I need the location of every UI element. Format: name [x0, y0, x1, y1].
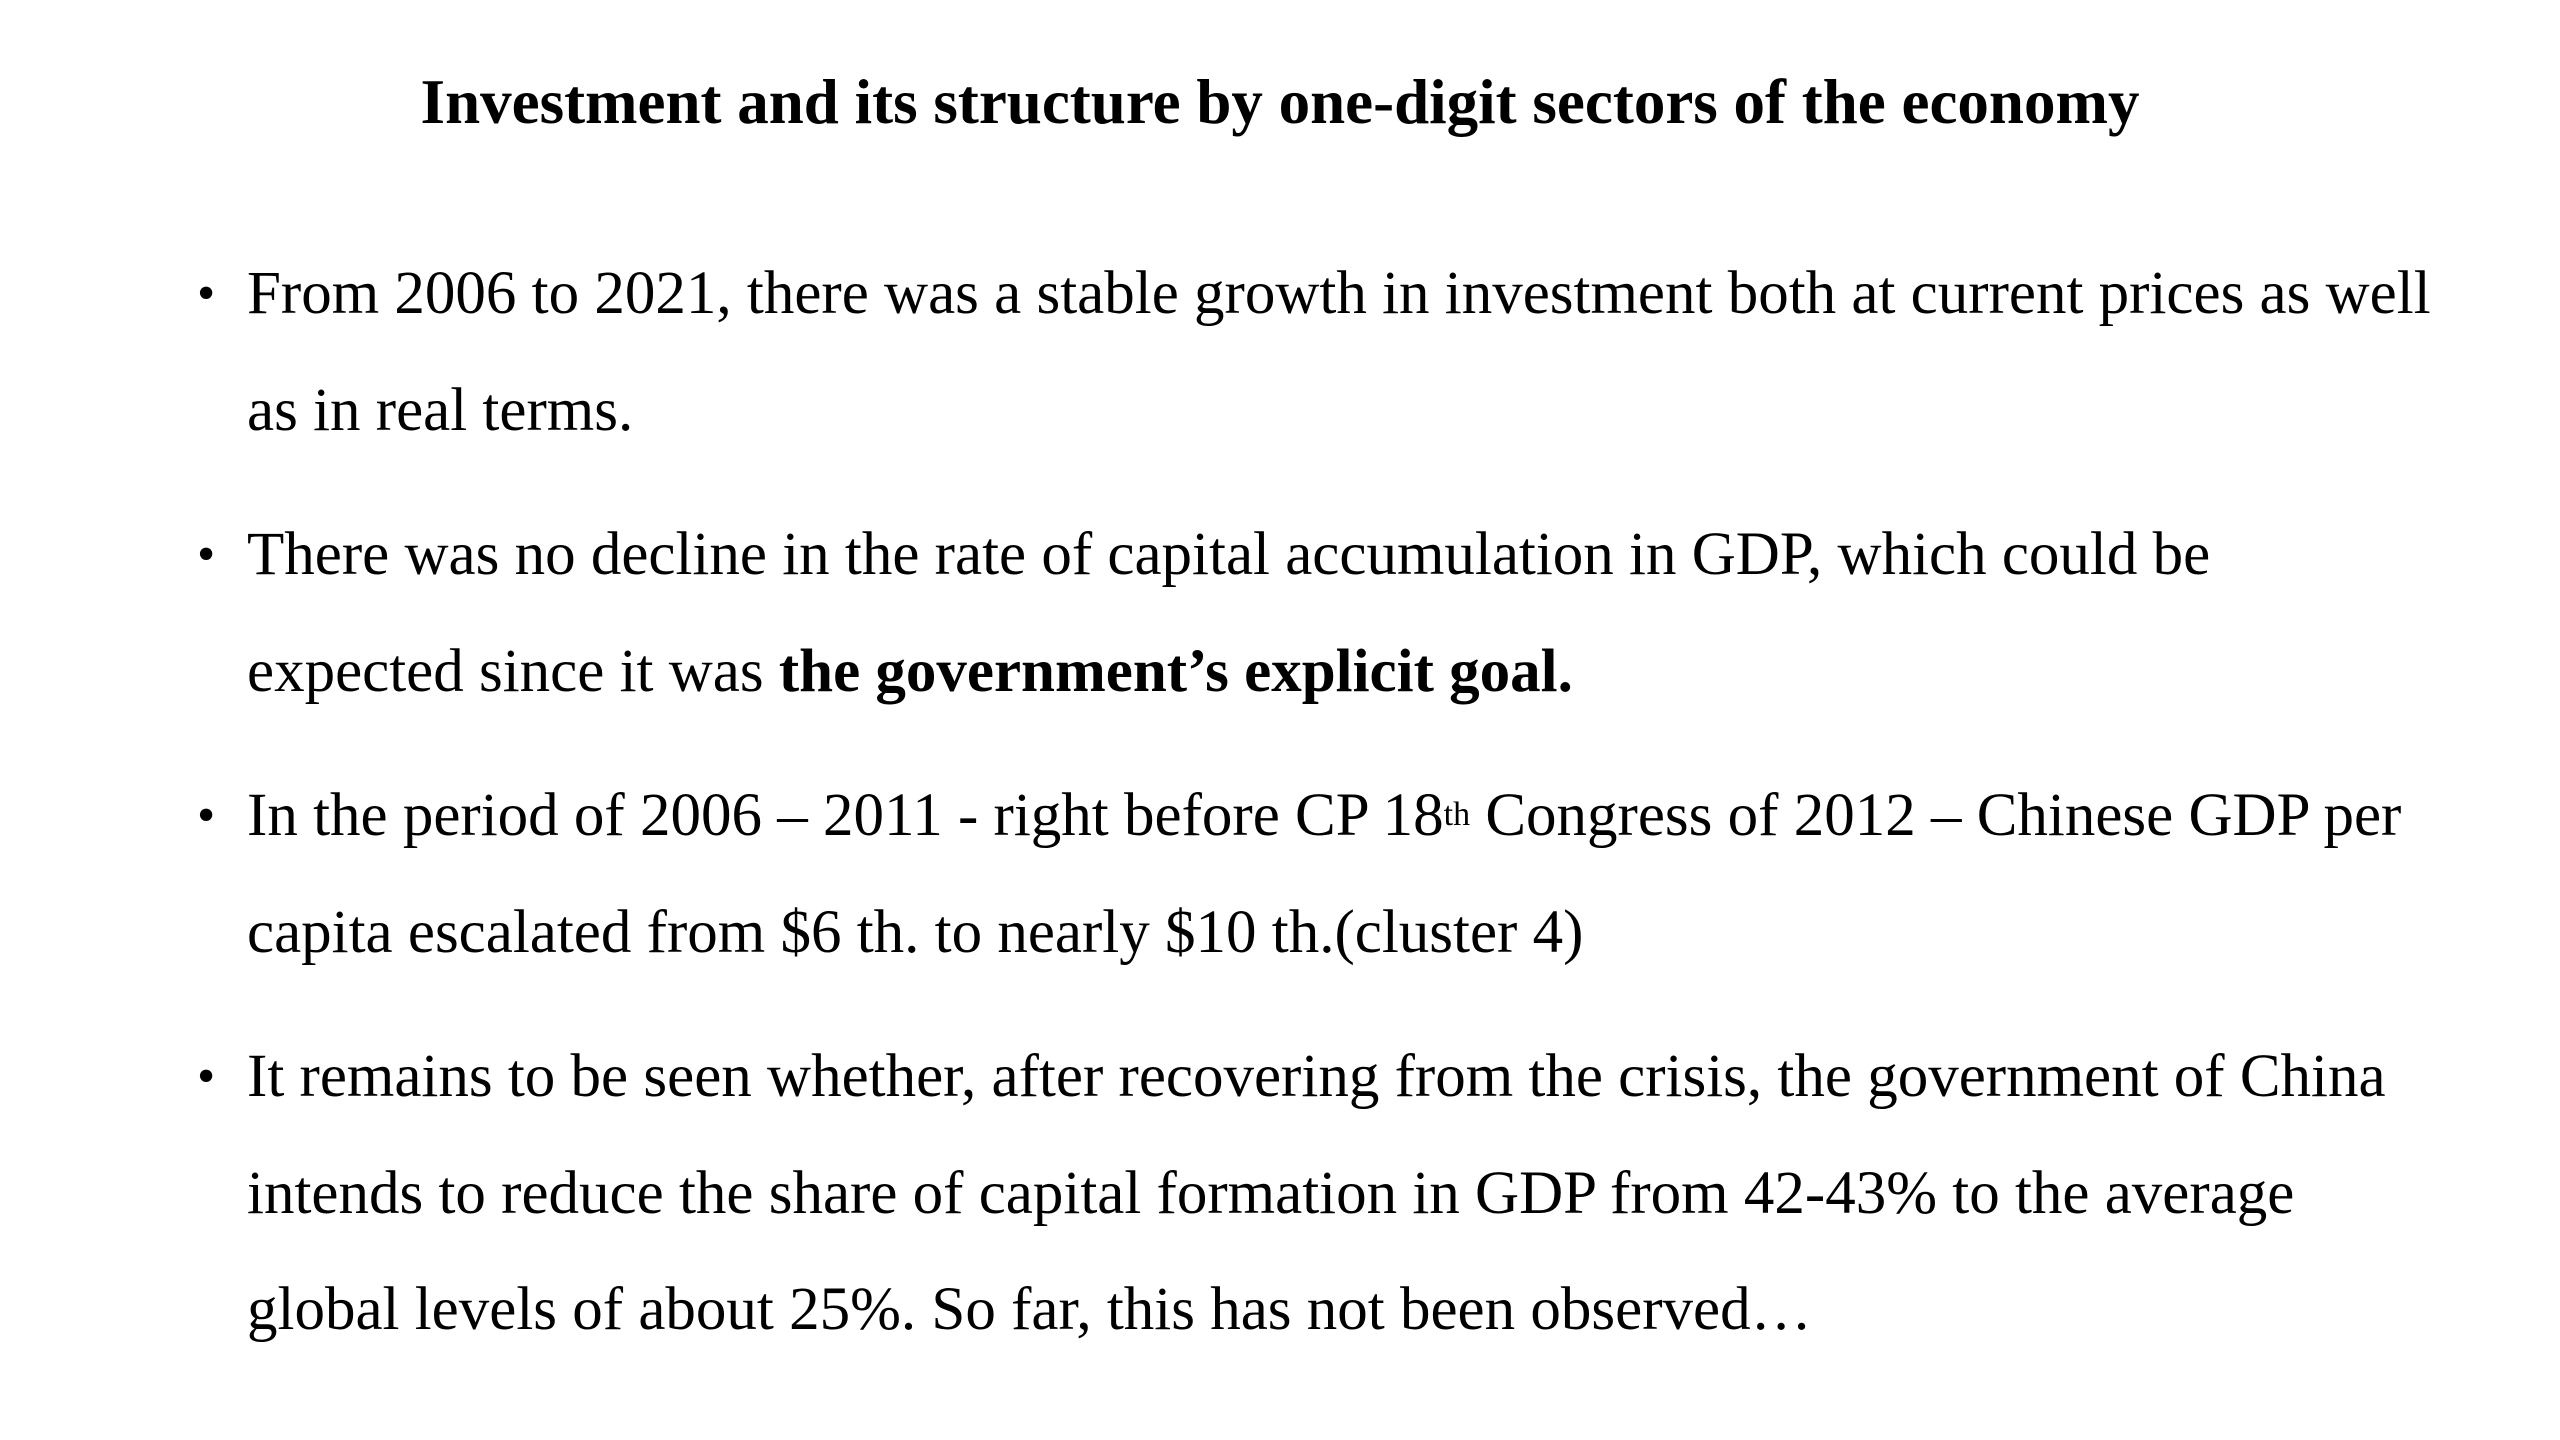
bullet-bold-text: the government’s explicit goal. [778, 637, 1573, 705]
bullet-item-4 [197, 1019, 2437, 1369]
bullet-dot-icon: • [197, 265, 216, 322]
bullet-item-1 [197, 236, 2437, 469]
slide-title: Investment and its structure by one-digit sectors of the economy [420, 67, 2140, 137]
bullet-item-3 [197, 758, 2437, 991]
bullet-dot-icon: • [197, 526, 216, 583]
bullet-text-continued: Congress of 2012 – Chinese GDP per capita escalated from $6 th. to nearly $10 th.(cluster 4) [247, 782, 2402, 966]
bullet-text: There was no decline in the rate of capital accumulation in GDP, which could be expected since it was [247, 521, 2211, 705]
bullet-text: In the period of 2006 – 2011 - right before CP 18 [247, 782, 1444, 849]
bullet-text: It remains to be seen whether, after recovering from the crisis, the government of China intends to reduce the share of capital formation in GDP from 42-43% to the average global levels of about 25%. So far, this has not been observed… [247, 1043, 2386, 1343]
bullet-item-2 [197, 497, 2437, 730]
bullet-text: From 2006 to 2021, there was a stable growth in investment both at current prices as well as in real terms. [247, 260, 2431, 444]
ordinal-superscript: th [1443, 796, 1471, 833]
bullet-list [197, 236, 2437, 1397]
bullet-dot-icon: • [197, 787, 216, 844]
bullet-dot-icon: • [197, 1048, 216, 1105]
